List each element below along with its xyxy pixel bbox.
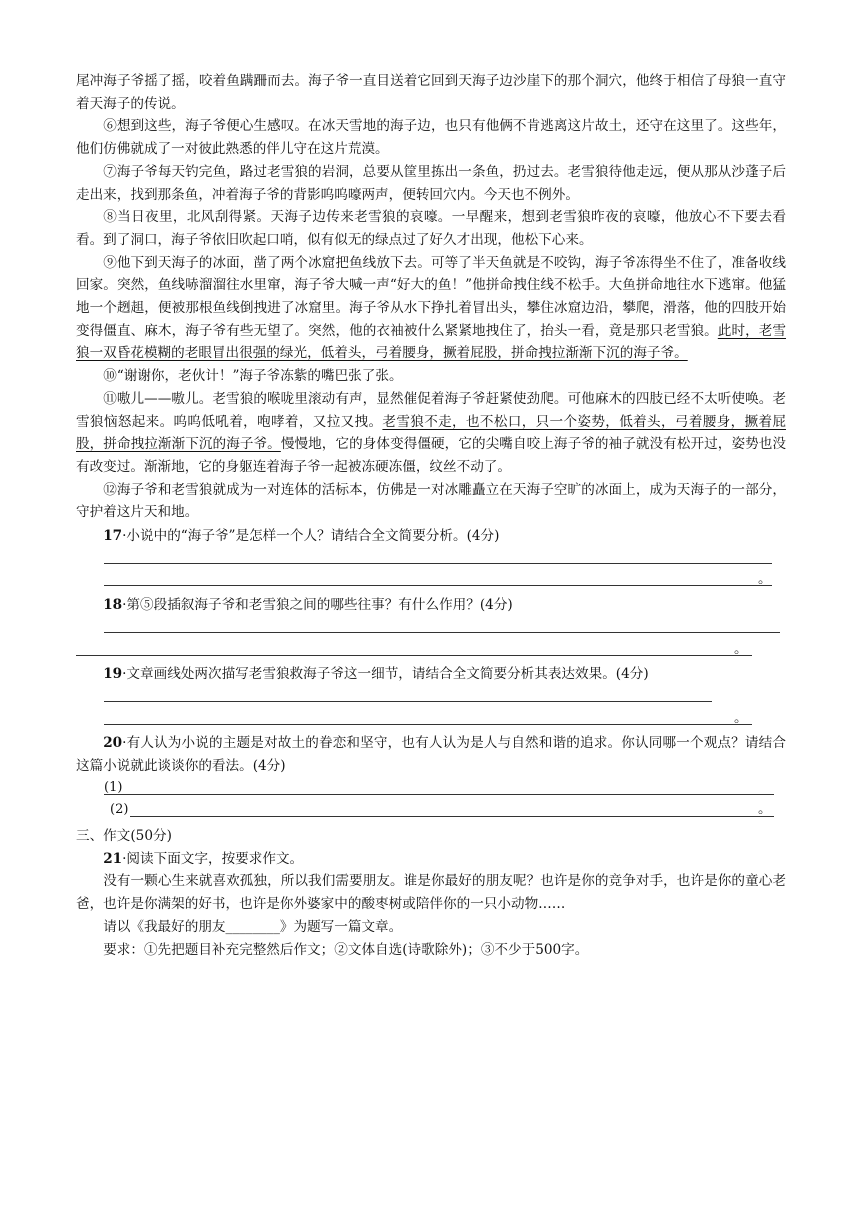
paragraph-6: ⑥想到这些，海子爷便心生感叹。在冰天雪地的海子边，也只有他俩不肯逃离这片故土，还守在这里了。这些年，他们仿佛就成了一对彼此熟悉的伴儿守在这片荒漠。 [76, 118, 786, 158]
paragraph-9-text: ⑨他下到天海子的冰面，凿了两个冰窟把鱼线放下去。可等了半天鱼就是不咬钩，海子爷冻得坐不住了，准备收线回家。突然，鱼线哧溜溜往水里窜，海子爷大喊一声“好大的鱼！”他拼命拽住线不松手。大鱼拼命地往水下逃窜。他猛地一个趔趄，便被那根鱼线倒拽进了冰窟里。海子爷从水下挣扎着冒出头，攀住冰窟边沿，攀爬，滑落，他的四肢开始变得僵直、麻木，海子爷有些无望了。突然，他的衣袖被什么紧紧地拽住了，抬头一看，竟是那只老雪狼。 [76, 254, 786, 339]
paragraph-8: ⑧当日夜里，北风刮得紧。天海子边传来老雪狼的哀嚎。一早醒来，想到老雪狼昨夜的哀嚎，他放心不下要去看看。到了洞口，海子爷依旧吹起口哨，似有似无的绿点过了好久才出现，他松下心来。 [76, 209, 786, 248]
paragraph-11-tail: 慢慢地，它的身体变得僵硬，它的尖嘴自咬上海子爷的袖子就没有松开过，姿势也没有改变过。渐渐地，它的身躯连着海子爷一起被冻硬冻僵，纹丝不动了。 [76, 436, 787, 475]
question-19-text: ·文章画线处两次描写老雪狼救海子爷这一细节，请结合全文简要分析其表达效果。(4分) [122, 666, 649, 683]
answer-line [104, 585, 772, 586]
paragraph-10: ⑩“谢谢你，老伙计！”海子爷冻紫的嘴巴张了张。 [103, 368, 403, 385]
writing-requirements: 要求：①先把题目补充完整然后作文；②文体自选(诗歌除外)；③不少于500字。 [103, 941, 589, 958]
question-17 [76, 525, 786, 548]
question-18-number: 18 [103, 597, 123, 614]
paragraph-11-text: ⑪嗷儿——嗷儿。老雪狼的喉咙里滚动有声，显然催促着海子爷赶紧使劲爬。可他麻木的四肢已经不太听使唤。老雪狼恼怒起来。呜呜低吼着，咆哮着，又拉又拽。 [76, 390, 786, 430]
question-19-number: 19 [103, 666, 123, 683]
question-20-number: 20 [103, 735, 123, 752]
question-18 [76, 594, 786, 617]
paragraph-7: ⑦海子爷每天钓完鱼，路过老雪狼的岩洞，总要从筐里拣出一条鱼，扔过去。老雪狼待他走远，便从那从沙蓬子后走出来，找到那条鱼，冲着海子爷的背影呜呜嚎两声，便转回穴内。今天也不例外。 [76, 163, 786, 203]
answer-line [104, 724, 752, 725]
underlined-passage-2: 老雪狼不走，也不松口，只一个姿势，低着头，弓着腰身，撅着屁股，拼命拽拉渐渐下沉的海子爷。 [76, 413, 787, 453]
paragraph-11 [76, 388, 786, 479]
answer-19-2[interactable] [76, 709, 786, 732]
answer-19[interactable] [76, 686, 786, 709]
answer-20-2[interactable] [76, 800, 786, 823]
answer-20-label-2: (2) [110, 802, 129, 818]
question-21 [76, 848, 786, 871]
question-18-text: ·第⑤段插叙海子爷和老雪狼之间的哪些往事？有什么作用？(4分) [122, 597, 513, 614]
answer-period: 。 [758, 571, 772, 588]
question-21-text: ·阅读下面文字，按要求作文。 [122, 850, 304, 867]
answer-period: 。 [758, 801, 772, 818]
paragraph-12: ⑫海子爷和老雪狼就成为一对连体的活标本，仿佛是一对冰雕矗立在天海子空旷的冰面上，成为天海子的一部分，守护着这片天和地。 [76, 481, 786, 521]
question-20 [76, 732, 786, 777]
answer-line [130, 816, 774, 817]
exam-page [76, 70, 786, 961]
answer-line [104, 794, 774, 795]
question-20-text: ·有人认为小说的主题是对故土的眷恋和坚守，也有人认为是人与自然和谐的追求。你认同哪一个观点？请结合这篇小说就此谈谈你的看法。(4分) [76, 735, 786, 774]
paragraph-5-end: 尾冲海子爷摇了摇，咬着鱼蹒跚而去。海子爷一直目送着它回到天海子边沙崖下的那个洞穴，他终于相信了母狼一直守着天海子的传说。 [76, 73, 786, 112]
answer-line [104, 701, 712, 702]
question-21-number: 21 [103, 850, 123, 867]
answer-line [76, 655, 752, 656]
answer-period: 。 [734, 640, 748, 657]
answer-20-label-1: (1) [104, 779, 123, 795]
underlined-passage-1: 此时，老雪狼一双昏花模糊的老眼冒出很强的绿光，低着头，弓着腰身，撅着屁股，拼命拽拉渐渐下沉的海子爷。 [76, 322, 787, 362]
question-17-text: ·小说中的“海子爷”是怎样一个人？请结合全文简要分析。(4分) [122, 528, 500, 545]
answer-17[interactable] [76, 548, 786, 571]
answer-20-1[interactable] [76, 778, 786, 801]
paragraph-9 [76, 252, 786, 366]
writing-title-instruction: 请以《我最好的朋友________》为题写一篇文章。 [103, 918, 403, 935]
question-19 [76, 663, 786, 686]
section-title: 三、作文(50分) [76, 828, 172, 845]
answer-period: 。 [734, 709, 748, 726]
answer-line [104, 563, 772, 564]
answer-line [104, 632, 780, 633]
answer-18[interactable] [76, 617, 786, 640]
answer-17-2[interactable] [76, 570, 786, 593]
answer-18-2[interactable] [76, 640, 786, 663]
writing-prompt: 没有一颗心生来就喜欢孤独，所以我们需要朋友。谁是你最好的朋友呢？也许是你的竞争对手，也许是你的童心老爸，也许是你满架的好书，也许是你外婆家中的酸枣树或陪伴你的一只小动物…… [76, 873, 786, 913]
question-17-number: 17 [103, 528, 123, 545]
